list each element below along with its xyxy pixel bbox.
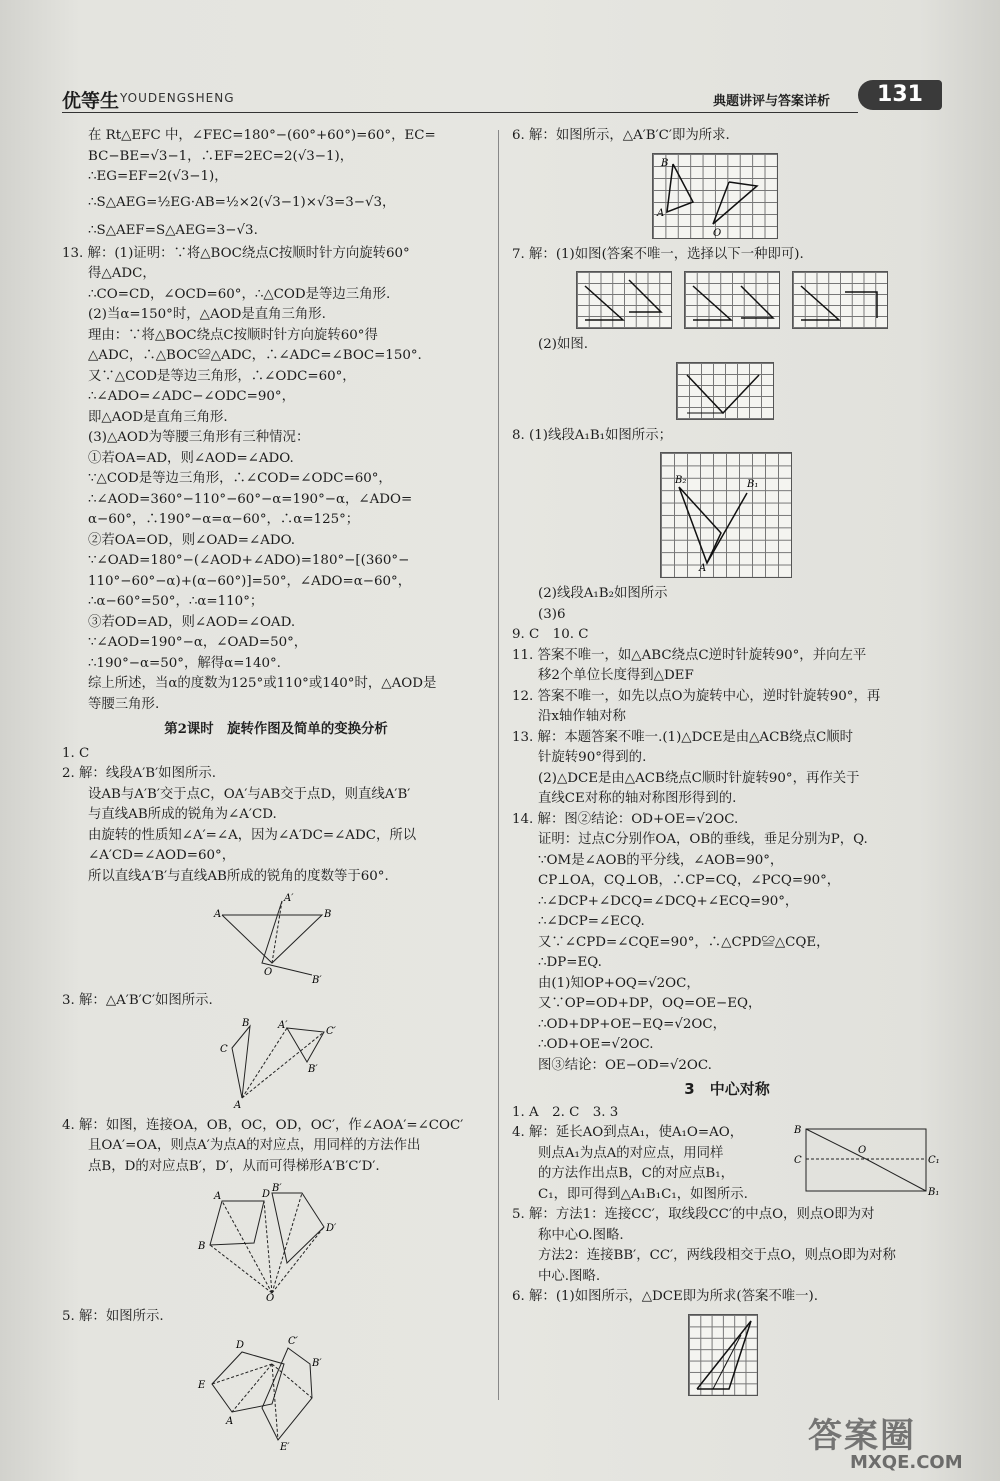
svg-text:C′: C′ — [326, 1025, 336, 1037]
svg-text:B: B — [242, 1017, 250, 1029]
text-line: 4. 解：延长AO到点A₁，使A₁O=AO， — [512, 1125, 744, 1140]
text-line: ∠A′CD=∠AOD=60°， — [88, 848, 236, 863]
text-line: 13. 解：(1)证明：∵将△BOC绕点C按顺时针方向旋转60° — [62, 245, 410, 261]
text-line: ③若OD=AD，则∠AOD=∠OAD. — [88, 614, 296, 630]
text-line: ∴S△AEG=½EG·AB=½×2(√3−1)×√3=3−√3， — [88, 194, 396, 210]
text-line: 则点A₁为点A的对应点，用同样 — [538, 1145, 724, 1161]
geometry-figure — [677, 363, 773, 419]
text-line: 6. 解：如图所示，△A′B′C′即为所求. — [512, 128, 730, 143]
text-line: 的方法作出点B，C的对应点B₁， — [538, 1166, 734, 1181]
text-line: BC−BE=√3−1，∴EF=2EC=2(√3−1)， — [88, 148, 354, 164]
column-divider — [498, 130, 499, 1400]
svg-text:O: O — [858, 1145, 867, 1156]
geometry-figure — [192, 1334, 362, 1452]
brand-logo: 优等生 — [62, 90, 120, 112]
text-line: ②若OA=OD，则∠OAD=∠ADO. — [88, 532, 296, 548]
text-line: 1. A 2. C 3. 3 — [512, 1104, 619, 1120]
figure-trapezoid — [192, 1183, 490, 1301]
text-line: 11. 答案不唯一，如△ABC绕点C逆时针旋转90°，并向左平 — [512, 647, 867, 663]
svg-text:A: A — [214, 909, 222, 920]
text-line: (3)△AOD为等腰三角形有三种情况： — [88, 430, 310, 445]
svg-text:A: A — [234, 1099, 242, 1110]
svg-text:B₁: B₁ — [928, 1187, 940, 1198]
left-column — [62, 126, 490, 1458]
geometry-figure — [192, 1183, 362, 1301]
text-line: ∴S△AEF=S△AEG=3−√3. — [88, 222, 258, 238]
text-line: (2)△DCE是由△ACB绕点C顺时针旋转90°，再作关于 — [538, 770, 860, 786]
page-number-badge: 131 — [858, 80, 942, 110]
text-line: ∴190°−α=50°，解得α=140°. — [88, 655, 281, 671]
grid-figure — [660, 452, 792, 578]
grid-figure — [576, 271, 672, 329]
text-line: 9. C 10. C — [512, 627, 589, 642]
text-line: 1. C — [62, 745, 90, 761]
svg-text:A: A — [657, 207, 665, 219]
text-line: (2)如图. — [538, 337, 589, 352]
grid-figure — [688, 1314, 758, 1396]
svg-text:A: A — [214, 1191, 222, 1202]
svg-text:B: B — [198, 1241, 206, 1252]
text-line: 5. 解：方法1：连接CC′，取线段CC′的中点O，则点O即为对 — [512, 1207, 875, 1222]
text-line: ∴OD+DP+OE−EQ=√2OC， — [538, 1016, 727, 1032]
text-line: 由旋转的性质知∠A′=∠A，因为∠A′DC=∠ADC，所以 — [88, 827, 417, 843]
text-line: ∴CO=CD，∠OCD=60°，∴△COD是等边三角形. — [88, 286, 391, 302]
text-line: 13. 解：本题答案不唯一.(1)△DCE是由△ACB绕点C顺时 — [512, 729, 853, 745]
text-line: ①若OA=AD，则∠AOD=∠ADO. — [88, 450, 294, 466]
svg-text:C: C — [220, 1043, 228, 1055]
text-line: 称中心O.图略. — [538, 1227, 624, 1243]
svg-text:B: B — [324, 909, 332, 920]
grid-figure — [792, 271, 888, 329]
text-line: 与直线AB所成的锐角为∠A′CD. — [88, 807, 277, 822]
text-line: 12. 答案不唯一，如先以点O为旋转中心，逆时针旋转90°，再 — [512, 688, 881, 704]
header-rule — [62, 112, 858, 113]
svg-text:E: E — [198, 1379, 206, 1391]
figure-triangle-abc — [212, 1018, 490, 1110]
grid-figure — [676, 362, 774, 420]
text-line: 14. 解：图②结论：OD+OE=√2OC. — [512, 811, 739, 827]
svg-text:B₂: B₂ — [675, 475, 687, 486]
text-line: 所以直线A′B′与直线AB所成的锐角的度数等于60°. — [88, 868, 389, 884]
text-line: 点B，D的对应点B′，D′，从而可得梯形A′B′C′D′. — [88, 1158, 380, 1174]
svg-text:A: A — [226, 1415, 234, 1427]
text-line: ∴α−60°=50°，∴α=110°； — [88, 594, 264, 609]
svg-text:B′: B′ — [272, 1183, 282, 1194]
text-line: 5. 解：如图所示. — [62, 1309, 164, 1324]
text-line: 中心.图略. — [538, 1268, 601, 1284]
text-line: ∵∠OAD=180°−(∠AOD+∠ADO)=180°−[(360°− — [88, 553, 410, 568]
text-line: 设AB与A′B′交于点C，OA′与AB交于点D，则直线A′B′ — [88, 786, 411, 802]
text-line: (2)线段A₁B₂如图所示 — [538, 586, 668, 601]
text-line: (3)6 — [538, 606, 566, 622]
section-title: 典题讲评与答案详析 — [712, 94, 830, 109]
svg-text:B′: B′ — [308, 1063, 318, 1075]
svg-text:A′: A′ — [278, 1019, 288, 1031]
text-line: 6. 解：(1)如图所示，△DCE即为所求(答案不唯一). — [512, 1289, 819, 1304]
geometry-figure — [792, 1123, 942, 1201]
text-line: ∴∠DCP+∠DCQ=∠DCQ+∠ECQ=90°， — [538, 893, 799, 909]
grid-figure-row — [576, 271, 942, 329]
text-line: ∴∠ADO=∠ADC−∠ODC=90°， — [88, 389, 295, 404]
text-line: ∵△COD是等边三角形，∴∠COD=∠ODC=60°， — [88, 471, 392, 486]
text-line: 由(1)知OP+OQ=√2OC， — [538, 975, 700, 991]
text-line: 沿x轴作轴对称 — [538, 709, 626, 724]
text-line: (2)当α=150°时，△AOD是直角三角形. — [88, 307, 326, 322]
svg-text:B₁: B₁ — [747, 479, 759, 490]
section-heading: 3 中心对称 — [684, 1080, 770, 1098]
text-line: 图③结论：OE−OD=√2OC. — [538, 1057, 712, 1073]
text-line: 针旋转90°得到的. — [538, 750, 647, 765]
text-line: 110°−60°−α)+(α−60°)]=50°，∠ADO=α−60°， — [88, 573, 412, 589]
svg-text:O: O — [713, 227, 722, 238]
svg-text:D: D — [262, 1189, 271, 1200]
q4-block — [512, 1123, 942, 1205]
geometry-figure — [212, 893, 352, 985]
svg-text:C₁: C₁ — [928, 1155, 940, 1166]
text-line: 4. 解：如图，连接OA，OB，OC，OD，OC′，作∠AOA′=∠COC′ — [62, 1117, 464, 1133]
text-line: 得△ADC， — [88, 266, 156, 281]
lesson-title: 第2课时 旋转作图及简单的变换分析 — [164, 721, 388, 737]
text-line: 移2个单位长度得到△DEF — [538, 668, 694, 683]
text-line: 综上所述，当α的度数为125°或110°或140°时，△AOD是 — [88, 676, 437, 691]
svg-text:B: B — [794, 1125, 802, 1136]
watermark-logo: 答案圈 — [808, 1416, 916, 1456]
page-header — [62, 82, 942, 112]
text-line: △ADC，∴△BOC≌△ADC，∴∠ADC=∠BOC=150°. — [88, 348, 422, 363]
svg-text:B: B — [661, 157, 669, 169]
text-line: 直线CE对称的轴对称图形得到的. — [538, 791, 737, 806]
geometry-figure — [653, 154, 777, 238]
text-line: 7. 解：(1)如图(答案不唯一，选择以下一种即可). — [512, 246, 804, 262]
text-line: 且OA′=OA，则点A′为点A的对应点，用同样的方法作出 — [88, 1138, 421, 1153]
text-line: ∵OM是∠AOB的平分线，∠AOB=90°， — [538, 852, 784, 868]
text-line: 又∵△COD是等边三角形，∴∠ODC=60°， — [88, 368, 356, 384]
grid-figure — [652, 153, 778, 239]
text-line: ∴OD+OE=√2OC. — [538, 1037, 654, 1052]
svg-text:O: O — [266, 1293, 275, 1301]
svg-text:B′: B′ — [312, 1357, 322, 1369]
text-line: α−60°，∴190°−α=α−60°，∴α=125°； — [88, 512, 360, 527]
svg-text:E′: E′ — [280, 1441, 290, 1452]
figure-pentagon — [192, 1334, 490, 1452]
geometry-figure — [793, 272, 887, 328]
text-line: 即△AOD是直角三角形. — [88, 409, 228, 425]
grid-figure — [684, 271, 780, 329]
text-line: ∴∠DCP=∠ECQ. — [538, 914, 645, 929]
text-line: ∴∠AOD=360°−110°−60°−α=190°−α，∠ADO= — [88, 491, 413, 507]
right-column — [512, 126, 942, 1402]
figure-rotation-ab — [212, 893, 490, 985]
geometry-figure — [689, 1315, 757, 1395]
geometry-figure — [685, 272, 779, 328]
brand-english: YOUDENGSHENG — [120, 91, 235, 105]
svg-text:A: A — [699, 563, 707, 574]
text-line: 又∵OP=OD+DP，OQ=OE−EQ， — [538, 996, 762, 1011]
text-line: 理由：∵将△BOC绕点C按顺时针方向旋转60°得 — [88, 327, 378, 343]
svg-text:C′: C′ — [288, 1335, 298, 1347]
text-line: 3. 解：△A′B′C′如图所示. — [62, 993, 213, 1008]
svg-text:C: C — [794, 1155, 802, 1166]
svg-text:A′: A′ — [284, 893, 294, 904]
svg-text:O: O — [264, 967, 273, 978]
text-line: 在 Rt△EFC 中，∠FEC=180°−(60°+60°)=60°，EC= — [88, 128, 436, 143]
text-line: 方法2：连接BB′，CC′，两线段相交于点O，则点O即为对称 — [538, 1248, 896, 1263]
text-line: CP⊥OA，CQ⊥OB，∴CP=CQ，∠PCQ=90°， — [538, 873, 841, 888]
text-line: 证明：过点C分别作OA，OB的垂线，垂足分别为P，Q. — [538, 832, 868, 847]
text-line: ∴DP=EQ. — [538, 955, 602, 970]
text-line: ∵∠AOD=190°−α，∠OAD=50°， — [88, 635, 308, 650]
text-line: ∴EG=EF=2(√3−1)， — [88, 169, 228, 184]
svg-text:D: D — [236, 1339, 245, 1351]
geometry-figure — [661, 453, 791, 577]
geometry-figure — [212, 1018, 352, 1110]
watermark-url: MXQE.COM — [850, 1452, 963, 1473]
text-line: 等腰三角形. — [88, 696, 160, 712]
text-line: 8. (1)线段A₁B₁如图所示； — [512, 427, 672, 443]
svg-text:D′: D′ — [326, 1223, 337, 1234]
text-line: 2. 解：线段A′B′如图所示. — [62, 766, 217, 781]
text-line: C₁，即可得到△A₁B₁C₁，如图所示. — [538, 1186, 748, 1202]
geometry-figure — [577, 272, 671, 328]
svg-text:B′: B′ — [312, 975, 322, 985]
text-line: 又∵∠CPD=∠CQE=90°，∴△CPD≌△CQE， — [538, 934, 830, 950]
